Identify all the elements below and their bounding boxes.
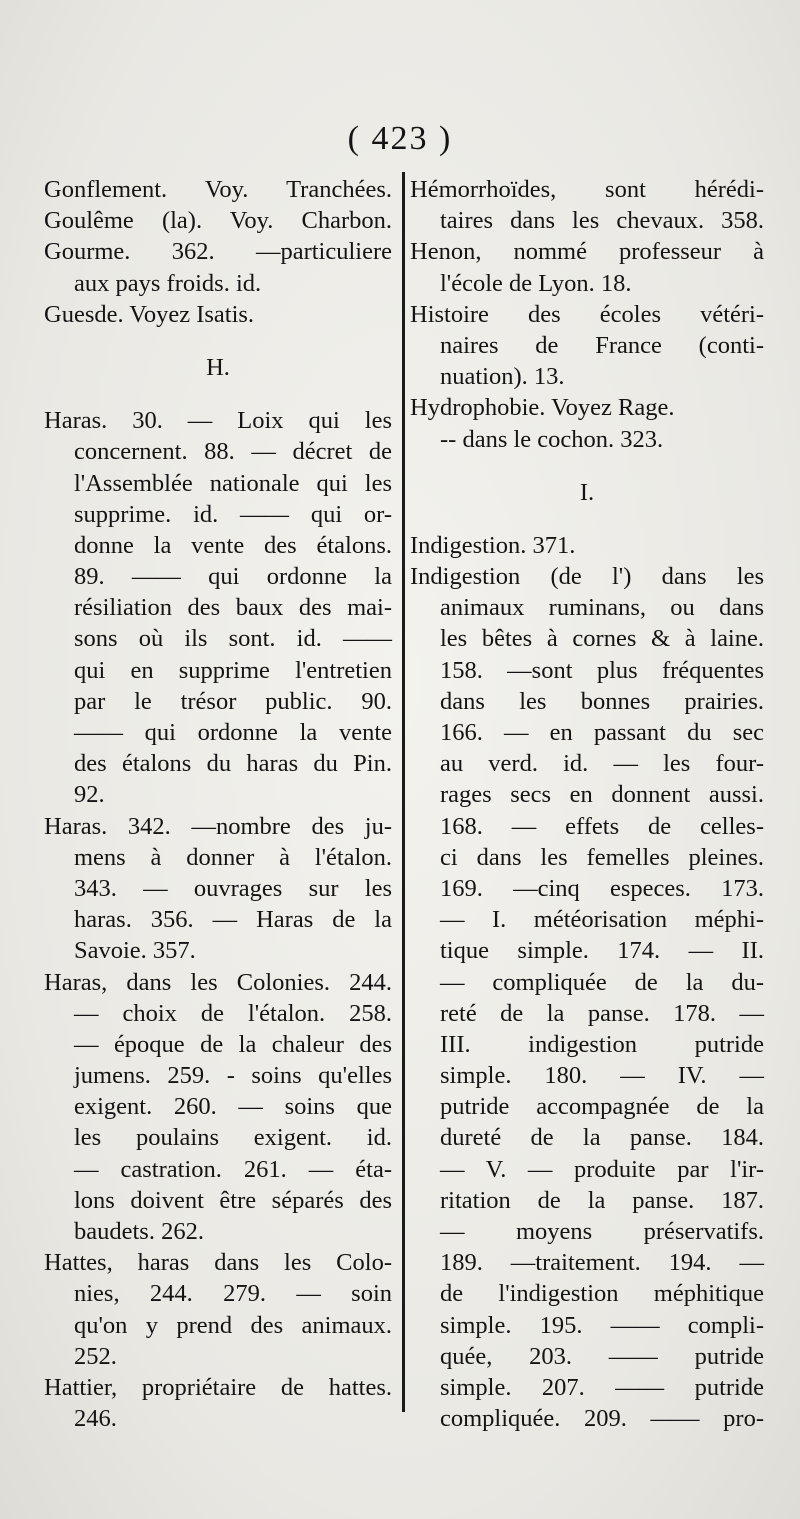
index-line: Goulême (la). Voy. Charbon. [44, 207, 392, 235]
index-line: ritation de la panse. 187. [440, 1186, 764, 1214]
index-line: supprime. id. —— qui or- [74, 500, 392, 528]
index-line: baudets. 262. [74, 1218, 204, 1245]
index-line: 92. [74, 781, 105, 809]
index-line: Haras. 30. — Loix qui les [44, 407, 392, 435]
index-line: haras. 356. — Haras de la [74, 906, 392, 934]
index-line: — castration. 261. — éta- [74, 1155, 392, 1183]
index-line: l'école de Lyon. 18. [440, 269, 632, 297]
index-line: Hémorrhoïdes, sont hérédi- [410, 176, 764, 203]
index-line: 169. —cinq especes. 173. [440, 874, 764, 902]
index-line: 252. [74, 1342, 117, 1370]
index-line: compliquée. 209. —— pro- [440, 1405, 764, 1433]
index-line: — I. météorisation méphi- [440, 906, 764, 934]
left-index-column [44, 174, 392, 1434]
section-gap [44, 383, 392, 405]
index-line: ci dans les femelles pleines. [440, 843, 764, 871]
index-line: Indigestion. 371. [410, 531, 576, 559]
index-line: lons doivent être séparés des [74, 1186, 392, 1214]
index-line: 158. —sont plus fréquentes [440, 656, 764, 684]
section-gap [44, 330, 392, 352]
index-line: concernent. 88. — décret de [74, 438, 392, 466]
index-line: quée, 203. —— putride [440, 1342, 764, 1370]
section-gap [410, 508, 764, 530]
index-line: Haras, dans les Colonies. 244. [44, 968, 392, 996]
index-line: tique simple. 174. — II. [440, 937, 764, 965]
index-line: — époque de la chaleur des [74, 1030, 392, 1058]
index-line: -- dans le cochon. 323. [440, 425, 664, 453]
index-line: Indigestion (de l') dans les [410, 563, 764, 591]
section-gap [410, 455, 764, 477]
index-line: — choix de l'étalon. 258. [74, 999, 392, 1027]
index-line: simple. 180. — IV. — [440, 1062, 764, 1090]
index-line: par le trésor public. 90. [74, 687, 392, 715]
index-line: 343. — ouvrages sur les [74, 874, 392, 902]
index-line: des étalons du haras du Pin. [74, 750, 392, 778]
index-line: Haras. 342. —nombre des ju- [44, 812, 392, 840]
index-line: putride accompagnée de la [440, 1093, 764, 1121]
index-line: simple. 195. —— compli- [440, 1311, 764, 1339]
index-line: 189. —traitement. 194. — [440, 1249, 764, 1277]
index-line: Histoire des écoles vétéri- [410, 300, 764, 328]
index-line: — compliquée de la du- [440, 968, 764, 996]
index-line: —— qui ordonne la vente [74, 719, 392, 746]
index-line: taires dans les chevaux. 358. [440, 207, 764, 235]
index-line: Gourme. 362. —particuliere [44, 238, 392, 266]
index-line: l'Assemblée nationale qui les [74, 469, 392, 497]
index-line: de l'indigestion méphitique [440, 1280, 764, 1308]
index-line: nuation). 13. [440, 363, 565, 391]
index-line: 166. — en passant du sec [440, 719, 764, 746]
index-line: 246. [74, 1405, 117, 1433]
index-line: Guesde. Voyez Isatis. [44, 300, 255, 328]
index-line: Hattier, propriétaire de hattes. [44, 1373, 392, 1401]
index-line: mens à donner à l'étalon. [74, 843, 392, 871]
section-letter: H. [206, 353, 230, 381]
index-line: aux pays froids. id. [74, 269, 262, 297]
index-line: animaux ruminans, ou dans [440, 594, 764, 622]
index-line: simple. 207. —— putride [440, 1373, 764, 1401]
index-line: 89. —— qui ordonne la [74, 563, 392, 591]
index-line: rages secs en donnent aussi. [440, 781, 764, 809]
index-line: les bêtes à cornes & à laine. [440, 625, 764, 653]
index-line: — moyens préservatifs. [440, 1218, 764, 1245]
index-line: au verd. id. — les four- [440, 750, 764, 778]
index-line: les poulains exigent. id. [74, 1124, 392, 1152]
index-line: exigent. 260. — soins que [74, 1093, 392, 1121]
index-line: donne la vente des étalons. [74, 531, 392, 559]
index-line: qui en supprime l'entretien [74, 656, 392, 684]
index-line: Savoie. 357. [74, 937, 196, 965]
index-line: dureté de la panse. 184. [440, 1124, 764, 1152]
index-line: III. indigestion putride [440, 1030, 764, 1058]
index-line: jumens. 259. - soins qu'elles [74, 1062, 392, 1090]
index-line: 168. — effets de celles- [440, 812, 764, 840]
right-index-column [410, 174, 764, 1434]
index-line: qu'on y prend des animaux. [74, 1311, 392, 1339]
page-number: ( 423 ) [347, 120, 453, 157]
column-divider [402, 172, 405, 1412]
index-line: dans les bonnes prairies. [440, 687, 764, 715]
index-line: Hydrophobie. Voyez Rage. [410, 394, 675, 422]
index-line: résiliation des baux des mai- [74, 594, 392, 622]
section-letter: I. [579, 478, 595, 506]
index-line: Henon, nommé professeur à [410, 238, 764, 266]
index-line: Gonflement. Voy. Tranchées. [44, 176, 392, 203]
index-line: — V. — produite par l'ir- [440, 1155, 764, 1183]
index-line: nies, 244. 279. — soin [74, 1280, 392, 1308]
index-line: Hattes, haras dans les Colo- [44, 1249, 392, 1277]
index-line: sons où ils sont. id. —— [74, 625, 392, 653]
index-line: reté de la panse. 178. — [440, 999, 764, 1027]
index-line: naires de France (conti- [440, 331, 764, 359]
